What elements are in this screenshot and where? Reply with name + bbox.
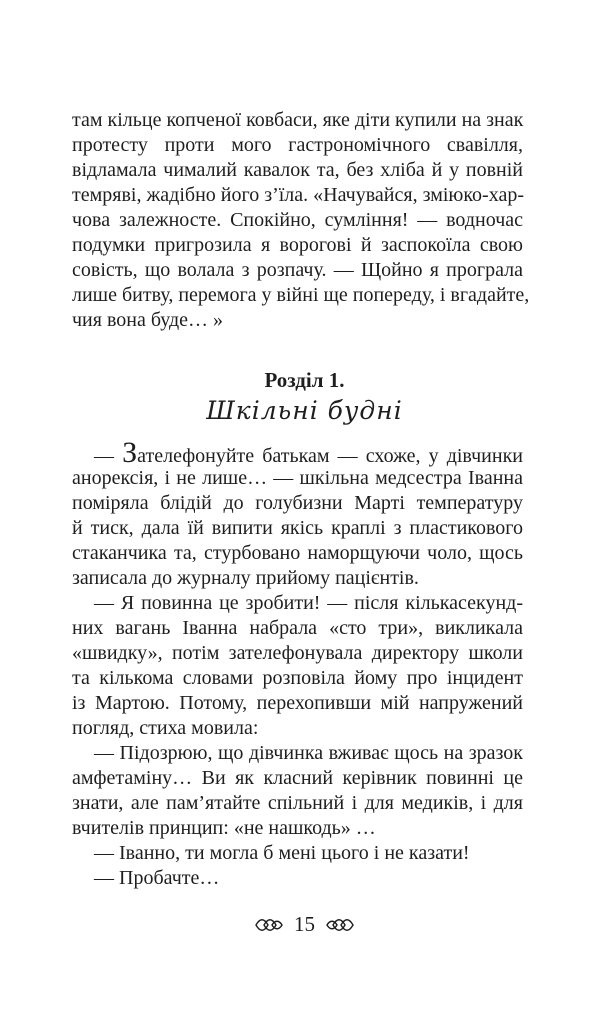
text-line: чова залежносте. Спокійно, сумління! — водночас	[72, 209, 523, 231]
text-line: — Пробачте…	[94, 867, 220, 889]
text-line: чия вона буде… »	[72, 309, 224, 331]
first-line-text: ателефонуйте батькам — схоже, у дівчинки	[137, 445, 523, 467]
text-line: відламала чималий кавалок та, без хліба й у повній	[72, 159, 523, 181]
left-ornament-icon	[254, 917, 284, 933]
text-line: із Мартою. Потому, перехопивши мій напружений	[72, 692, 523, 714]
text-line: амфетаміну… Ви як класний керівник повинні це	[72, 767, 523, 789]
right-ornament-icon	[325, 917, 355, 933]
text-line: подумки пригрозила я ворогові й заспокоїла свою	[72, 234, 523, 256]
first-line	[94, 436, 523, 469]
text-line: — Підозрюю, що дівчинка вживає щось на зразок	[94, 742, 523, 764]
text-line: знати, але пам’ятайте спільний і для медиків, і для	[72, 792, 523, 814]
text-line: — Іванно, ти могла б мені цього і не казати!	[94, 842, 470, 864]
text-line: погляд, стиха мовила:	[72, 717, 259, 739]
chapter-title: Шкільні будні	[206, 396, 403, 425]
text-line: анорексія, і не лише… — шкільна медсестра Іванна	[72, 467, 523, 489]
chapter-number: Розділ 1.	[264, 368, 345, 392]
page-footer	[0, 912, 609, 937]
text-line: «швидку», потім зателефонувала директору школи	[72, 642, 523, 664]
text-line: й тиск, дала їй випити якісь краплі з пластикового	[72, 517, 523, 539]
dialogue-dash: —	[94, 445, 123, 467]
text-line: поміряла блідій до голубизни Марті температуру	[72, 492, 523, 514]
text-line: — Я повинна це зробити! — після кількасекунд-	[94, 592, 523, 614]
text-line: та кількома словами розповіла йому про інцидент	[72, 667, 523, 689]
text-line: вчителів принцип: «не нашкодь» …	[72, 817, 376, 839]
text-line: лише битву, перемога у війні ще попереду, і вгадайте,	[72, 284, 530, 306]
text-line: стаканчика та, стурбовано наморщуючи чоло, щось	[72, 542, 523, 564]
text-line: протесту проти мого гастрономічного свавілля,	[72, 134, 523, 156]
text-line: них вагань Іванна набрала «сто три», викликала	[72, 617, 523, 639]
text-line: совість, що волала з розпачу. — Щойно я програла	[72, 259, 523, 281]
text-line: там кільце копченої ковбаси, яке діти купили на знак	[72, 109, 524, 131]
text-line: записала до журналу прийому пацієнтів.	[72, 567, 419, 589]
text-line: темряві, жадібно його з’їла. «Начувайся, зміюко-хар-	[72, 184, 524, 206]
drop-cap: З	[122, 436, 138, 469]
page-number: 15	[294, 912, 315, 936]
